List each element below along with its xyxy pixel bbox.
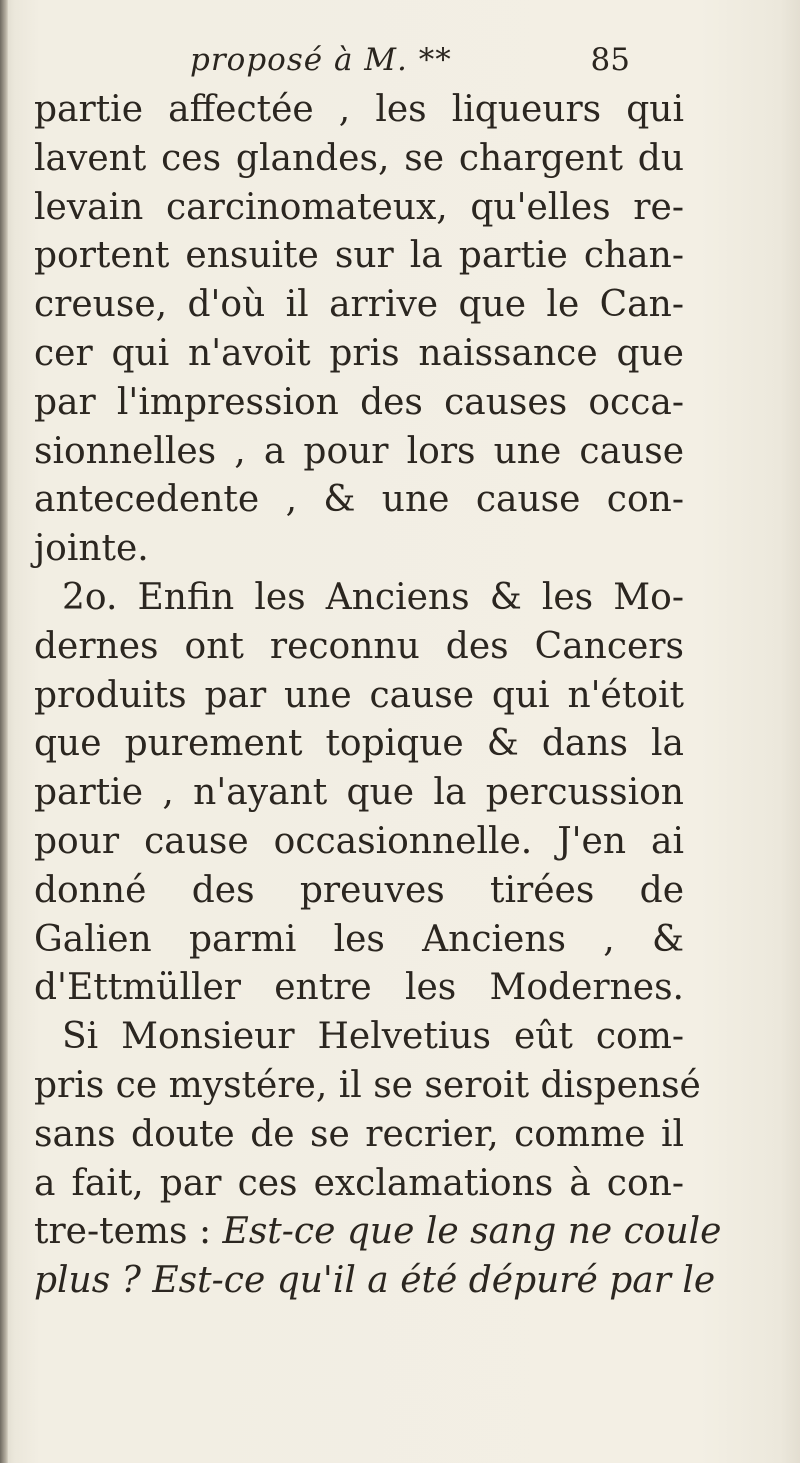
page-binding-edge bbox=[0, 0, 8, 1463]
text-line-italic: plus ? Est-ce qu'il a été dépuré par le bbox=[34, 1260, 716, 1302]
body-text bbox=[34, 86, 722, 1306]
text-line: lavent ces glandes, se chargent du bbox=[34, 137, 684, 179]
text-line: produits par une cause qui n'étoit bbox=[34, 674, 684, 716]
text-line: sans doute de se recrier, comme il bbox=[34, 1113, 684, 1155]
text-roman-segment: tre-tems : bbox=[34, 1211, 223, 1253]
text-line: creuse, d'où il arrive que le Can- bbox=[34, 284, 684, 326]
text-line: que purement topique & dans la bbox=[34, 723, 684, 765]
text-line: cer qui n'avoit pris naissance que bbox=[34, 332, 684, 374]
text-line: Si Monsieur Helvetius eût com- bbox=[62, 1016, 684, 1058]
text-line: sionnelles , a pour lors une cause bbox=[34, 430, 684, 472]
text-line: par l'impression des causes occa- bbox=[34, 381, 684, 423]
text-line: partie affectée , les liqueurs qui bbox=[34, 89, 684, 130]
text-line: dernes ont reconnu des Cancers bbox=[34, 625, 684, 667]
page-number: 85 bbox=[590, 42, 630, 78]
text-line: donné des preuves tirées de bbox=[34, 869, 684, 911]
text-line: pour cause occasionnelle. J'en ai bbox=[34, 820, 684, 862]
text-line: antecedente , & une cause con- bbox=[34, 479, 684, 521]
text-line: 2o. Enfin les Anciens & les Mo- bbox=[62, 576, 684, 618]
page-header bbox=[190, 42, 630, 92]
text-italic-segment: Est-ce que le sang ne coule bbox=[222, 1211, 722, 1253]
text-line: partie , n'ayant que la percussion bbox=[34, 772, 684, 814]
running-head: proposé à M. ** bbox=[190, 42, 452, 78]
text-line: portent ensuite sur la partie chan- bbox=[34, 235, 684, 277]
text-line: levain carcinomateux, qu'elles re- bbox=[34, 186, 684, 228]
text-line: d'Ettmüller entre les Modernes. bbox=[34, 967, 684, 1009]
text-line-mixed bbox=[34, 1208, 722, 1257]
text-line: jointe. bbox=[34, 528, 149, 570]
text-line: pris ce mystére, il se seroit dispensé bbox=[34, 1064, 701, 1106]
text-line: a fait, par ces exclamations à con- bbox=[34, 1162, 684, 1204]
text-line: Galien parmi les Anciens , & bbox=[34, 918, 684, 960]
